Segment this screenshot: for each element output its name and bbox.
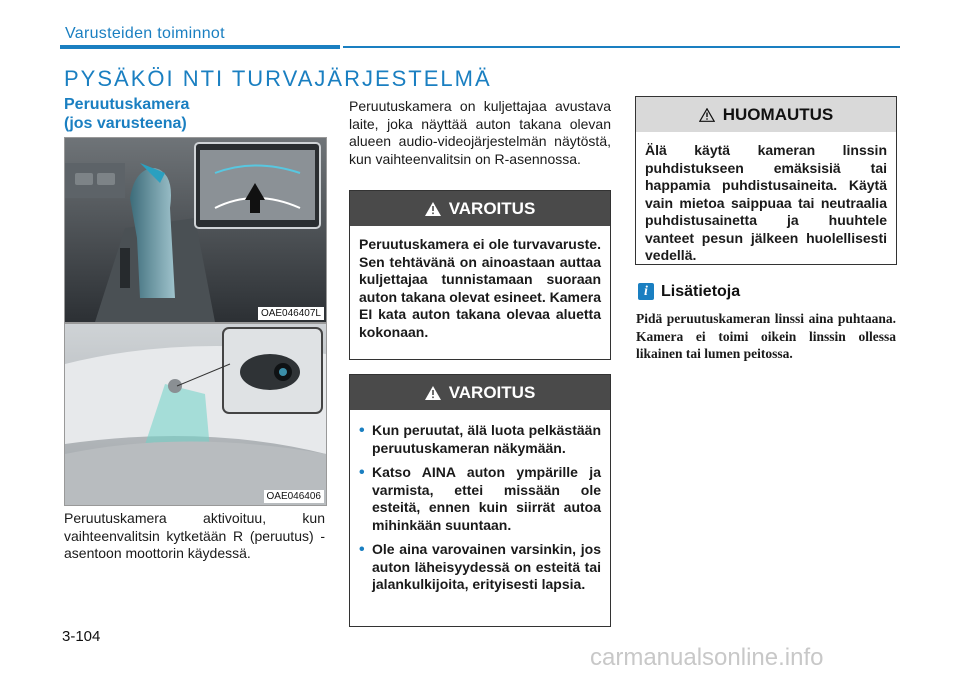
sub-heading (64, 95, 324, 133)
header-rule-dark (60, 45, 340, 49)
image2-code: OAE046406 (264, 490, 325, 503)
notice-header (636, 97, 896, 132)
list-item: • Katso AINA auton ympärille ja varmista, ettei missään ole esteitä, ennen kuin siirrät autoa mihinkään suuntaan. (359, 464, 601, 534)
warning-title-2: VAROITUS (448, 382, 536, 402)
warning-text-1: Peruutuskamera ei ole turvavaruste. Sen tehtävänä on ainoastaan auttaa kuljettajaa tunnistamaan suoraan auton takana olevat esineet. Kamera EI kata auton takana olevaa aluetta kokonaan. (359, 236, 601, 340)
sub-heading-line2: (jos varusteena) (64, 115, 187, 132)
warning-header-1 (350, 191, 610, 226)
warning-title-1: VAROITUS (448, 198, 536, 218)
section-title: Varusteiden toiminnot (65, 25, 225, 42)
warning-header-2 (350, 375, 610, 410)
warning-triangle-icon (425, 386, 441, 400)
notice-box (635, 96, 897, 265)
chapter-title: PYSÄKÖI NTI TURVAJÄRJESTELMÄ (64, 66, 492, 91)
info-text: Pidä peruutuskameran linssi aina puhtaana. Kamera ei toimi oikein linssin ollessa likainen tai lumen peitossa. (636, 311, 896, 361)
watermark: carmanualsonline.info (590, 644, 824, 671)
header-rule-light (343, 46, 900, 48)
image1-code: OAE046407L (258, 307, 324, 320)
warning-box-2 (349, 374, 611, 627)
caution-triangle-icon (699, 108, 715, 122)
rear-camera-illustration (65, 324, 326, 505)
activation-paragraph: Peruutuskamera aktivoituu, kun vaihteenvalitsin kytketään R (peruutus) -asentoon moottorin käydessä. (64, 510, 325, 561)
warning-list (359, 422, 601, 594)
camera-description: Peruutuskamera on kuljettajaa avustava laite, joka näyttää auton takana olevan alueen audio-videojärjestelmän näytöstä, kun vaihteenvalitsin on R-asennossa. (349, 98, 611, 167)
info-icon: i (638, 283, 654, 300)
list-item: • Ole aina varovainen varsinkin, jos auton läheisyydessä on esteitä tai jalankulkijoita, erityisesti lapsia. (359, 541, 601, 594)
warning-box-1 (349, 190, 611, 360)
gear-shift-illustration (65, 138, 326, 322)
notice-title: HUOMAUTUS (722, 104, 834, 124)
gear-shift-image (64, 137, 327, 323)
sub-heading-line1: Peruutuskamera (64, 96, 190, 113)
list-item: • Kun peruutat, älä luota pelkästään peruutuskameran näkymään. (359, 422, 601, 457)
page-number: 3-104 (62, 628, 101, 645)
info-title: Lisätietoja (661, 283, 741, 300)
rear-camera-image (64, 323, 327, 506)
notice-text: Älä käytä kameran linssin puhdistukseen emäksisiä tai happamia puhdistusaineita. Käytä vain mietoa saippuaa tai neutraalia puhdistusainetta ja huuhtele vanteet pesun jälkeen huolellisesti vedellä. (645, 142, 887, 263)
warning-triangle-icon (425, 202, 441, 216)
